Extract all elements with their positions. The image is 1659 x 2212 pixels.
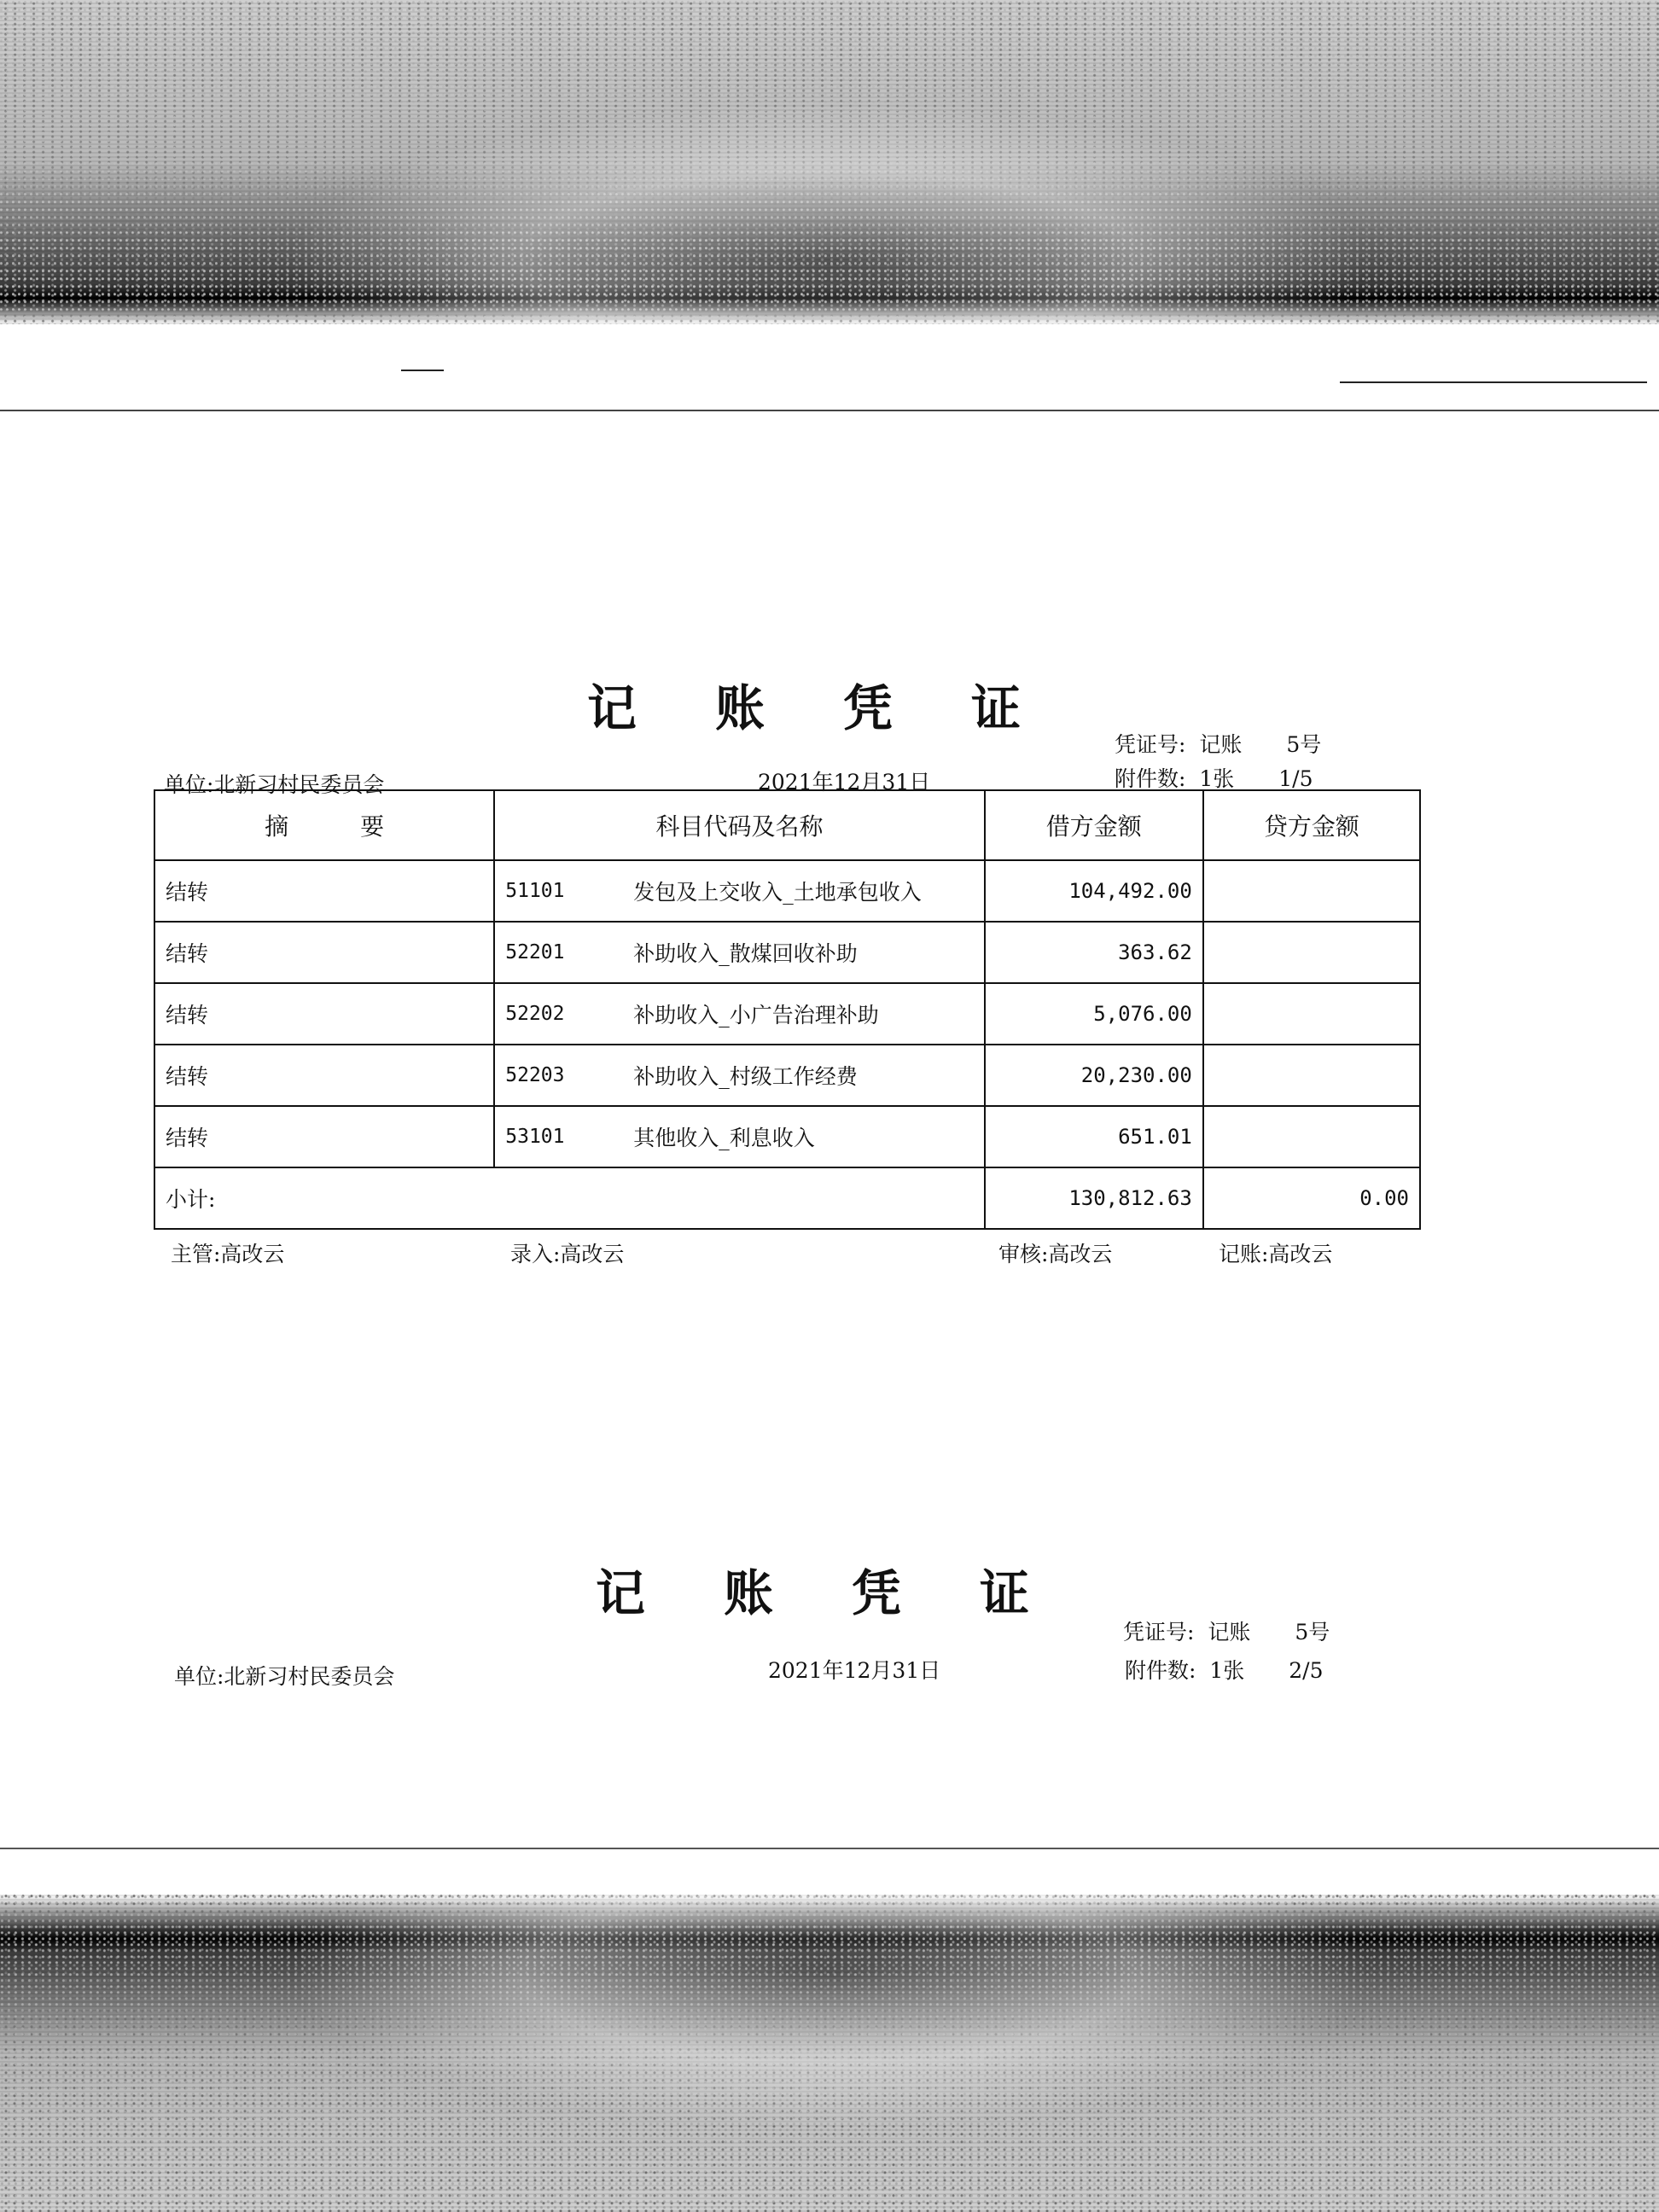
signature-entry: 录入:高改云 — [510, 1242, 625, 1266]
subtotal-label: 小计: — [154, 1167, 985, 1229]
account-code: 51101 — [505, 880, 565, 902]
subtotal-debit: 130,812.63 — [985, 1167, 1203, 1229]
signature-supervisor: 主管:高改云 — [171, 1242, 285, 1266]
scan-artifact-line — [0, 1848, 1659, 1849]
voucher-title: 记 账 凭 证 — [587, 679, 1022, 737]
row-summary: 结转 — [154, 983, 494, 1045]
scan-artifact-line — [401, 370, 444, 371]
voucher-date-2: 2021年12月31日 — [768, 1658, 941, 1683]
header-debit: 借方金额 — [985, 790, 1203, 860]
table-row — [154, 1106, 1420, 1167]
voucher-number-2: 凭证号: 记账 5号 — [1123, 1620, 1330, 1644]
row-credit — [1203, 1106, 1420, 1167]
table-row — [154, 1045, 1420, 1106]
scan-noise-bottom — [0, 1895, 1659, 2212]
row-summary: 结转 — [154, 1045, 494, 1106]
row-account — [494, 1045, 984, 1106]
table-row — [154, 860, 1420, 922]
row-account — [494, 983, 984, 1045]
subtotal-row — [154, 1167, 1420, 1229]
account-code: 53101 — [505, 1126, 565, 1148]
row-debit: 651.01 — [985, 1106, 1203, 1167]
row-summary: 结转 — [154, 860, 494, 922]
scan-artifact-line — [1340, 381, 1647, 383]
voucher-date: 2021年12月31日 — [758, 770, 931, 795]
row-account — [494, 922, 984, 983]
row-credit — [1203, 1045, 1420, 1106]
row-credit — [1203, 922, 1420, 983]
attachment-count-2: 附件数: 1张 2/5 — [1125, 1658, 1324, 1683]
row-debit: 20,230.00 — [985, 1045, 1203, 1106]
voucher-table — [154, 789, 1421, 1230]
signature-bookkeeper: 记账:高改云 — [1219, 1242, 1333, 1266]
account-code: 52201 — [505, 941, 565, 963]
account-name: 发包及上交收入_土地承包收入 — [633, 880, 922, 905]
row-debit: 363.62 — [985, 922, 1203, 983]
unit-name-2: 单位:北新习村民委员会 — [174, 1664, 395, 1689]
table-row — [154, 983, 1420, 1045]
row-credit — [1203, 983, 1420, 1045]
row-debit: 5,076.00 — [985, 983, 1203, 1045]
scan-artifact-line — [0, 410, 1659, 411]
header-account: 科目代码及名称 — [494, 790, 984, 860]
row-summary: 结转 — [154, 922, 494, 983]
voucher-title-2: 记 账 凭 证 — [596, 1564, 1030, 1622]
account-name: 补助收入_村级工作经费 — [633, 1064, 858, 1089]
scan-noise-top — [0, 0, 1659, 324]
account-name: 补助收入_散煤回收补助 — [633, 941, 858, 966]
row-account — [494, 860, 984, 922]
table-row — [154, 922, 1420, 983]
table-header-row — [154, 790, 1420, 860]
row-debit: 104,492.00 — [985, 860, 1203, 922]
subtotal-credit: 0.00 — [1203, 1167, 1420, 1229]
account-code: 52203 — [505, 1064, 565, 1086]
row-account — [494, 1106, 984, 1167]
row-credit — [1203, 860, 1420, 922]
header-credit: 贷方金额 — [1203, 790, 1420, 860]
header-summary: 摘 要 — [154, 790, 494, 860]
account-name: 补助收入_小广告治理补助 — [633, 1003, 879, 1027]
voucher-number: 凭证号: 记账 5号 — [1115, 732, 1322, 757]
attachment-count: 附件数: 1张 1/5 — [1115, 766, 1313, 791]
account-code: 52202 — [505, 1003, 565, 1025]
row-summary: 结转 — [154, 1106, 494, 1167]
account-name: 其他收入_利息收入 — [633, 1126, 815, 1150]
signature-review: 审核:高改云 — [998, 1242, 1113, 1266]
unit-name: 单位:北新习村民委员会 — [164, 772, 385, 797]
